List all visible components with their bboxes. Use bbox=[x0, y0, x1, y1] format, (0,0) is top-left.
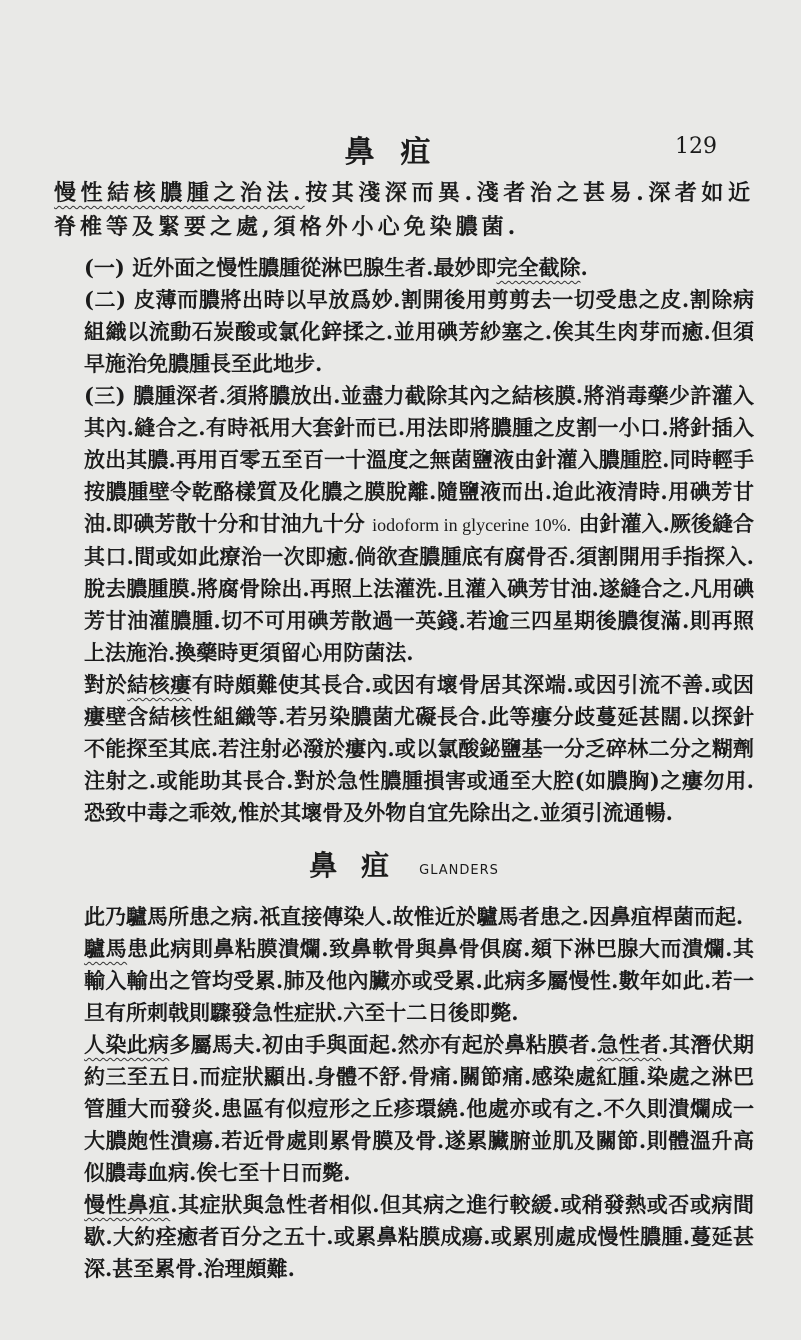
running-header-title: 鼻疽 bbox=[344, 135, 457, 170]
paragraph-tb-fistula bbox=[54, 669, 754, 829]
section-heading-glanders bbox=[54, 844, 754, 884]
item-3-text-cont: 由針灌入.厥後縫合其口.間或如此療治一次即癒.倘欲查膿腫底有腐骨否.須割開用手指探入.脫去膿腫膜.將腐骨除出.再照上法灌洗.且灌入碘芳甘油.遂縫合之.凡用碘芳甘油灌膿腫.切不可用碘芳散過一英錢.若逾三四星期後膿復滿.則再照上法施治.換藥時更須留心用防菌法. bbox=[84, 511, 755, 665]
glanders-p3-emphasis: 人染此病 bbox=[84, 1032, 170, 1057]
fistula-text-pre: 對於 bbox=[84, 672, 128, 697]
item-1-emphasis: 完全截除 bbox=[496, 255, 581, 280]
treatment-item-2: (二) 皮薄而膿將出時以早放爲妙.割開後用剪剪去一切受患之皮.割除病組織以流動石炭酸或氯化鋅揉之.並用碘芳紗塞之.俟其生肉芽而癒.但須早施治免膿腫長至此地步. bbox=[84, 287, 754, 376]
fistula-text: 有時頗難使其長合.或因有壞骨居其深端.或因引流不善.或因瘻壁含結核性組織等.若另染膿菌尤礙長合.此等瘻分歧蔓延甚闊.以探針不能探至其底.若注射必潑於瘻內.或以氯酸鉍鹽基一分乏碎林二分之糊劑注射之.或能助其長合.對於急性膿腫損害或通至大腔(如膿胸)之瘻勿用.恐致中毒之乖效,惟於其壞骨及外物自宜先除出之.並須引流通暢. bbox=[84, 672, 755, 825]
item-1-text: (一) 近外面之慢性膿腫從淋巴腺生者.最妙即 bbox=[84, 255, 497, 280]
glanders-p3-text-cont: .其潛伏期約三至五日.而症狀顯出.身體不舒.骨痛.關節痛.感染處紅腫.染處之淋巴管腫大而發炎.患區有似痘形之丘疹環繞.他處亦或有之.不久則潰爛成一大膿皰性潰瘍.若近骨處則累骨膜及骨.遂累臟腑並肌及關節.則體溫升高似膿毒血病.俟七至十日而斃. bbox=[84, 1032, 755, 1185]
glanders-paragraph-1: 此乃驢馬所患之病.祇直接傳染人.故惟近於驢馬者患之.因鼻疽桿菌而起. bbox=[84, 904, 744, 929]
page-body bbox=[54, 176, 754, 1285]
section-heading-chronic-tb-abscess: 慢性結核膿腫之治法. bbox=[54, 180, 305, 206]
glanders-p2-emphasis: 驢馬 bbox=[84, 936, 128, 961]
fistula-emphasis: 結核瘻 bbox=[127, 672, 192, 697]
glanders-paragraph-3 bbox=[54, 1029, 754, 1189]
glanders-p4-text: .其症狀與急性者相似.但其病之進行較緩.或稍發熱或否或病間歇.大約痊癒者百分之五十.或累鼻粘膜成瘍.或累別處成慢性膿腫.蔓延甚深.甚至累骨.治理頗難. bbox=[84, 1192, 755, 1281]
section-intro: 按其淺深而異.淺者治之甚易.深者如近脊椎等及緊要之處,須格外小心免染膿菌. bbox=[54, 180, 754, 240]
page-number: 129 bbox=[675, 134, 717, 159]
treatment-item-3 bbox=[54, 380, 754, 669]
glanders-paragraph-2 bbox=[54, 933, 754, 1029]
glanders-p3-emphasis-acute: 急性者 bbox=[597, 1032, 662, 1057]
treatment-item-1 bbox=[54, 252, 754, 284]
glanders-p4-emphasis: 慢性鼻疽 bbox=[84, 1192, 171, 1217]
item-3-latin: iodoform in glycerine 10%. bbox=[372, 515, 572, 535]
glanders-p2-text: 患此病則鼻粘膜潰爛.致鼻軟骨與鼻骨俱腐.頦下淋巴腺大而潰爛.其輸入輸出之管均受累.肺及他內臟亦或受累.此病多屬慢性.數年如此.若一旦有所刺戟則驟發急性症狀.六至十二日後即斃. bbox=[84, 936, 755, 1025]
glanders-title-en: GLANDERS bbox=[419, 863, 499, 878]
section-chronic-abscess-lead bbox=[54, 176, 754, 244]
glanders-title-cn: 鼻疽 bbox=[309, 849, 414, 882]
glanders-paragraph-4 bbox=[54, 1189, 754, 1285]
item-1-end: . bbox=[580, 255, 588, 280]
glanders-p3-text: 多屬馬夫.初由手與面起.然亦有起於鼻粘膜者. bbox=[169, 1032, 598, 1057]
item-3-text: (三) 膿腫深者.須將膿放出.並盡力截除其內之結核膜.將消毒藥少許灌入其內.縫合之.有時祇用大套針而已.用法即將膿腫之皮割一小口.將針插入放出其膿.再用百零五至百一十溫度之無菌鹽液由針灌入膿腫腔.同時輕手按膿腫壁令乾酪樣質及化膿之膜脫離.隨鹽液而出.迨此液清時.用碘芳甘油.即碘芳散十分和甘油九十分 bbox=[84, 383, 754, 536]
